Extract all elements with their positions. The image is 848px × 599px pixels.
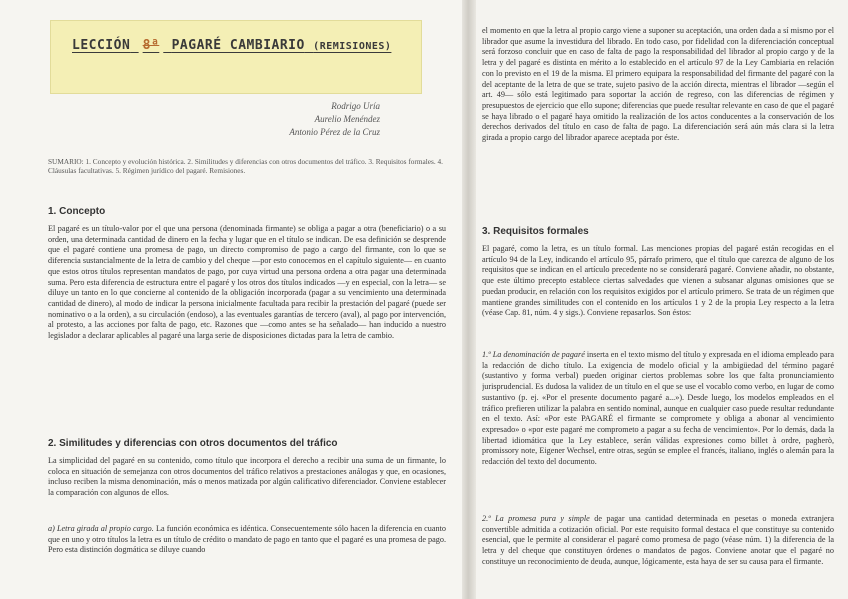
lesson-topic: PAGARÉ CAMBIARIO [171, 38, 305, 53]
author-1: Rodrigo Uría [331, 101, 380, 111]
right-page [470, 0, 848, 599]
sticky-note [50, 20, 422, 94]
section-2-heading: 2. Similitudes y diferencias con otros documentos del tráfico [48, 438, 338, 449]
section-1-heading: 1. Concepto [48, 206, 106, 217]
requirement-2 [482, 514, 834, 596]
author-3: Antonio Pérez de la Cruz [289, 127, 380, 137]
section-2a-lead: a) Letra girada al propio cargo. [48, 524, 154, 533]
section-2a [48, 524, 446, 594]
right-top-continuation: el momento en que la letra al propio cargo viene a suponer su aceptación, una orden dada a sí mismo por el librador que asume la investidura del librado. En todo caso, por fidelidad con la diferenciación conceptual será forzoso concluir que en caso de falta de pago la responsabilidad del librador al propio cargo y de la letra y del pagaré es distinta en mérito a lo establecido en el artículo 97 de la Ley Cambiaria en relación con lo previsto en el 19 de la misma. El primero equipara la responsabilidad del firmante del pagaré con la del aceptante de la letra de que se trate, sujeto pasivo de la acción directa, mientras el librador —según el art. 49— sólo está legitimado para soportar la acción de regreso, con las diferencias de régimen y presupuestos de ejercicio que ello supone; diferencias que puede resultar relevante en caso de que el pagaré se haya librado o el pagaré haya omitido la realización de los actos conducentes a la conservación de los derechos derivados del título en caso de falta de pago. La diferenciación será aún más clara si la letra girada a propio cargo del librador aparece aceptada por éste. [482, 26, 834, 143]
authors [289, 100, 380, 139]
section-2a-text: La función económica es idéntica. Consecuentemente sólo hacen la diferencia en cuanto que en uno y otro títulos la letra es un título de crédito o mandato de pago en tanto que el pagaré es una promesa de pago. Pero esta distinción dogmática se diluye cuando [48, 524, 446, 555]
requirement-1 [482, 350, 834, 512]
requirement-1-text: inserta en el texto mismo del título y expresada en el idioma empleado para la redacción de dicho título. La exigencia de modelo oficial y la ambigüedad del término pagaré (sustantivo y forma verbal) pueden originar ciertos problemas sobre los que falta pronunciamiento jurisprudencial. Es dudosa la validez de un título en el que se use el vocablo como verbo, en lugar de como sustantivo (p. ej. «Por el presente documento pagaré a...»). Desde luego, los modelos empleados en el tráfico prefieren utilizar la palabra en sentido nominal, aunque en cualquier caso puede resultar redundante en el texto. Así: «Por este PAGARÉ el firmante se compromete y obliga a abonar al vencimiento expresado» o «por este pagaré me comprometo a pagar a su fecha de vencimiento». Por lo demás, dada la libertad idiomática que la Ley establece, serán válidas expresiones como billet à ordre, pagherò, promissory note, Eigener Wechsel, entre otras, según se emplee el francés, italiano, inglés o alemán para la redacción del texto del documento. [482, 350, 834, 467]
lesson-subtitle: (REMISIONES) [313, 41, 392, 52]
book-gutter [462, 0, 476, 599]
section-1-text: El pagaré es un título-valor por el que una persona (denominada firmante) se obliga a pagar a otra (beneficiario) o a su orden, una determinada cantidad de dinero en la fecha y lugar que en el título se indican. De esa definición se desprende que el pagaré contiene una promesa de pago, un directo compromiso de pago a cargo del firmante, con lo que se diferencia sustancialmente de la letra de cambio y del cheque —por esto conocemos en el capítulo siguiente— en cuanto que estos otros títulos representan mandatos de pago, por cuya virtud una persona ordena a otra pagar una determinada suma. Pero esta diferencia de estructura entre el pagaré y los otros dos títulos indicados —y en especial, con la letra— se diluye un tanto en lo que concierne al contenido de la obligación incorporada (pagar a su vencimiento una determinada cantidad de dinero), al modo de indicar la persona inicialmente facultada para recibir la prestación del pagaré (puede ser nominativo o a la orden), a su circulación (endoso), a las eventuales garantías de tercero (aval), al pago por intervención, al protesto, a las acciones por falta de pago, etc. Razones que —como antes se ha señalado— han inducido a nuestro legislador a declarar aplicables al pagaré una larga serie de disposiciones dictadas para la letra de cambio. [48, 224, 446, 341]
lesson-label: LECCIÓN [72, 38, 131, 53]
requirement-1-lead: 1.º La denominación de pagaré [482, 350, 585, 359]
section-3-text: El pagaré, como la letra, es un título formal. Las menciones propias del pagaré están recogidas en el artículo 94 de la Ley, indicando el artículo 95, párrafo primero, que el título que carezca de alguno de los requisitos que se indican en el artículo precedente no se considerará pagaré. Conviene añadir, no obstante, que este último precepto establece ciertas salvedades que vienen a subsanar algunas omisiones que se puedan producir, en relación con los requisitos exigidos por el artículo primero. Se trata de un régimen que mantiene grandes similitudes con el contenido en los artículos 1 y 2 de la propia Ley respecto a la letra (véase Cap. 81, núm. 4 y sigs.). Conviene repasarlos. Son éstos: [482, 244, 834, 318]
author-2: Aurelio Menéndez [314, 114, 380, 124]
requirement-2-lead: 2.º La promesa pura y simple [482, 514, 590, 523]
requirement-2-text: de pagar una cantidad determinada en pesetas o moneda extranjera convertible admitida a cotización oficial. Por este requisito formal destaca el que constituye su contenido esencial, que le permite al considerar el pagaré como promesa de pago (véase núm. 1) la diferencia de la letra y del cheque que constituyen órdenes o mandatos de pagos. Conviene anotar que el pagaré no constituye un reconocimiento de deuda, aunque, lógicamente, esta haya de ser su causa para el firmante. [482, 514, 834, 566]
lesson-title-handwritten [72, 38, 391, 53]
summary: SUMARIO: 1. Concepto y evolución histórica. 2. Similitudes y diferencias con otros documentos del tráfico. 3. Requisitos formales. 4. Cláusulas facultativas. 5. Régimen jurídico del pagaré. Remisiones. [48, 157, 443, 175]
section-2-text: La simplicidad del pagaré en su contenido, como título que incorpora el derecho a recibir una suma de un firmante, lo coloca en situación de semejanza con otros documentos del tráfico relativos a prestaciones análogas y que, en ocasiones, incluso reciben la misma denominación, más o menos matizada por algún calificativo diferenciador. Conviene establecer la comparación con algunos de ellos. [48, 456, 446, 498]
section-3-heading: 3. Requisitos formales [482, 226, 589, 237]
lesson-number: 8ª [142, 38, 160, 53]
